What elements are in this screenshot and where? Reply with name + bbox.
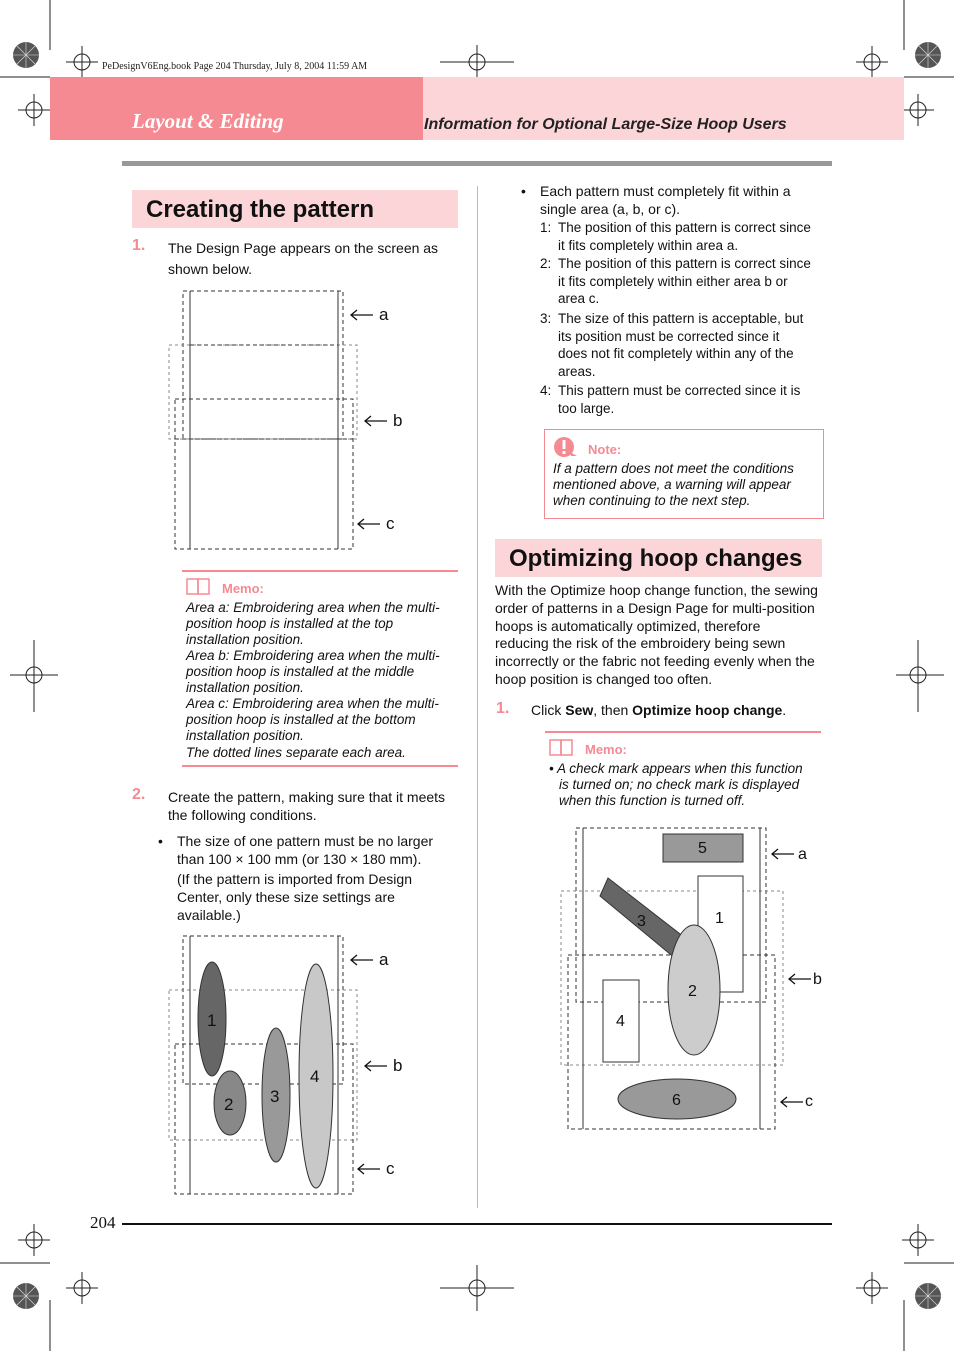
bullet-mark: • xyxy=(521,183,526,199)
svg-text:2: 2 xyxy=(224,1095,234,1114)
memo-box-right xyxy=(545,731,821,813)
header-chapter-band xyxy=(50,77,423,140)
memo-label: Memo: xyxy=(585,742,627,757)
fit-condition-text: Each pattern must completely fit within a single area (a, b, or c). xyxy=(540,183,791,217)
svg-text:1: 1 xyxy=(207,1011,217,1030)
step-number: 2. xyxy=(132,786,146,803)
print-slug: PeDesignV6Eng.book Page 204 Thursday, July 8, 2004 11:59 AM xyxy=(102,61,368,72)
svg-text:a: a xyxy=(798,846,807,863)
memo-text: Area a: Embroidering area when the multi- position hoop is installed at the top installation position. Area b: Embroidering area when the multi- position hoop is installed at the middle installation position. Area c: Embroidering area when the multi- position hoop is installed at the bottom installation position. The dotted lines separate each area. xyxy=(186,600,440,760)
section-heading-optimizing: Optimizing hoop changes xyxy=(495,539,822,577)
svg-text:4: 4 xyxy=(310,1067,320,1086)
size-condition-text: The size of one pattern must be no larger than 100 × 100 mm (or 130 × 180 mm). (If the pattern is imported from Design Center, only these size settings are available.) xyxy=(177,833,434,923)
memo-box xyxy=(182,570,458,767)
area-label-b: b xyxy=(393,411,403,430)
page-number: 204 xyxy=(90,1213,116,1232)
step-number: 1. xyxy=(132,237,146,254)
memo-book-icon xyxy=(549,739,575,762)
svg-text:a: a xyxy=(379,950,389,969)
svg-text:1: 1 xyxy=(715,910,724,927)
svg-text:b: b xyxy=(813,971,822,988)
memo-text: • A check mark appears when this function is turned on; no check mark is displayed when this function is turned off. xyxy=(549,761,803,808)
area-label-c: c xyxy=(386,514,395,533)
svg-text:3: 3 xyxy=(637,913,646,930)
area-label-a: a xyxy=(379,305,389,324)
header-rule xyxy=(122,161,832,166)
menu-sew: Sew xyxy=(565,702,594,718)
memo-book-icon xyxy=(186,578,212,601)
section-header-title: Information for Optional Large-Size Hoop Users xyxy=(424,116,787,133)
pattern-size-diagram xyxy=(165,932,410,1198)
optimize-intro: With the Optimize hoop change function, the sewing order of patterns in a Design Page for multi-position hoops is automatically optimized, therefore reducing the risk of the embroidery being sewn incorrectly or the fabric not feeding evenly when the hoop position is changed too often. xyxy=(495,582,818,687)
note-text: If a pattern does not meet the conditions mentioned above, a warning will appear when continuing to the next step. xyxy=(553,461,794,508)
svg-text:b: b xyxy=(393,1056,403,1075)
hoop-areas-diagram xyxy=(165,287,410,552)
svg-text:c: c xyxy=(805,1093,813,1110)
menu-optimize-hoop-change: Optimize hoop change xyxy=(632,702,783,718)
svg-text:c: c xyxy=(386,1159,395,1178)
svg-text:4: 4 xyxy=(616,1013,625,1030)
column-divider xyxy=(477,186,478,1208)
warning-icon xyxy=(553,436,579,463)
svg-text:5: 5 xyxy=(698,840,707,857)
bullet-mark: • xyxy=(158,833,163,849)
step1-text: The Design Page appears on the screen as shown below. xyxy=(168,240,439,277)
section-heading-creating: Creating the pattern xyxy=(132,190,458,228)
svg-text:6: 6 xyxy=(672,1092,681,1109)
optimize-order-diagram xyxy=(558,824,828,1136)
note-label: Note: xyxy=(588,442,622,457)
memo-label: Memo: xyxy=(222,581,264,596)
footer-rule xyxy=(122,1223,832,1225)
step2-text: Create the pattern, making sure that it meets the following conditions. xyxy=(168,789,446,823)
header-section-band xyxy=(423,77,904,140)
svg-text:3: 3 xyxy=(270,1087,280,1106)
chapter-title: Layout & Editing xyxy=(132,109,284,133)
step-number: 1. xyxy=(496,700,510,717)
optimize-step-text: Click Sew, then Optimize hoop change. xyxy=(531,702,787,718)
svg-text:2: 2 xyxy=(688,983,697,1000)
note-box xyxy=(544,429,824,519)
